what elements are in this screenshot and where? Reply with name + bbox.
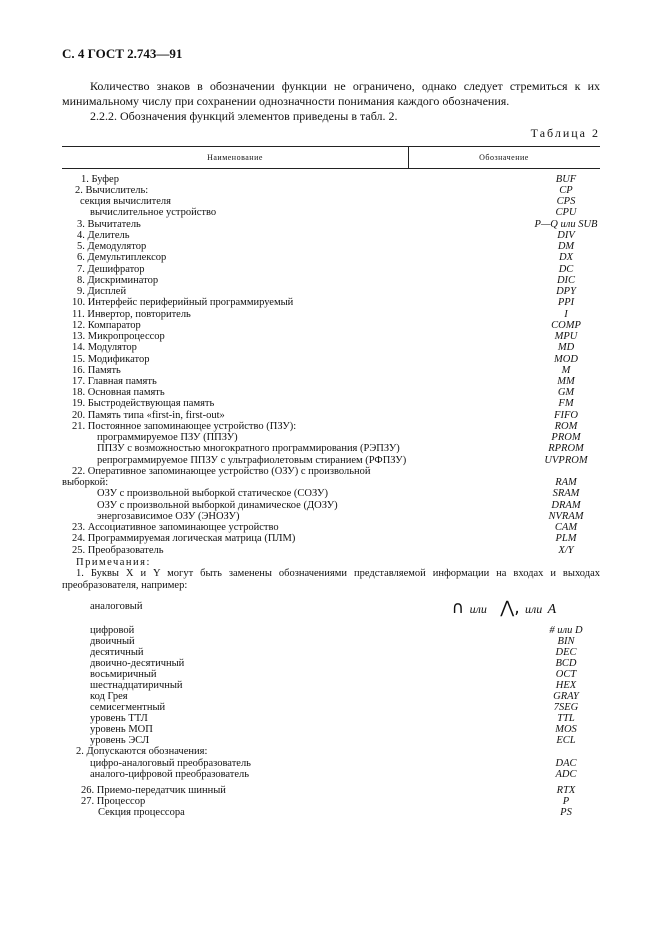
table-row [62, 241, 600, 252]
row-designation: M [561, 365, 571, 376]
logical-and-symbol: ⋀, [500, 598, 520, 618]
row-designation: ECL [556, 735, 576, 746]
row-designation: PLM [555, 533, 577, 544]
row-designation: GM [557, 387, 575, 398]
row-name: 26. Приемо-передатчик шинный [81, 785, 226, 796]
table-row [62, 625, 600, 636]
table-row [62, 658, 600, 669]
note-1: 1. Буквы X и Y могут быть заменены обозначениями представляемой информации на входах и выходах преобразователя, например: [62, 568, 600, 591]
row-name: программируемое ПЗУ (ППЗУ) [97, 432, 238, 443]
row-designation: MPU [554, 331, 578, 342]
row-name: Секция процессора [98, 807, 185, 818]
table-row [62, 758, 600, 769]
table-row [62, 376, 600, 387]
table-caption: Таблица 2 [530, 126, 600, 140]
row-name: уровень МОП [90, 724, 153, 735]
column-header-designation: Обозначение [479, 153, 529, 162]
table-row [62, 545, 600, 556]
row-designation: COMP [551, 320, 581, 331]
row-designation: TTL [557, 713, 575, 724]
table-row [62, 477, 600, 488]
table-row [62, 365, 600, 376]
table-row [62, 807, 600, 818]
row-name: 1. Буфер [81, 174, 119, 185]
table-row [62, 174, 600, 185]
row-name: репрограммируемое ППЗУ с ультрафиолетовым стиранием (РФПЗУ) [97, 455, 407, 466]
table-row [62, 466, 600, 477]
row-designation: FIFO [554, 410, 578, 421]
row-designation: DAC [555, 758, 577, 769]
row-designation: DX [559, 252, 573, 263]
table-row [62, 500, 600, 511]
table-row [62, 196, 600, 207]
row-name: восьмиричный [90, 669, 157, 680]
row-designation: DPY [556, 286, 576, 297]
column-header-name: Наименование [207, 153, 263, 162]
row-name: 14. Модулятор [72, 342, 137, 353]
row-designation: CP [559, 185, 573, 196]
row-designation: P—Q или SUB [534, 219, 598, 230]
table-row [62, 691, 600, 702]
row-name: 5. Демодулятор [77, 241, 147, 252]
analog-symbols [408, 598, 600, 618]
row-designation: DIC [556, 275, 576, 286]
row-name: цифровой [90, 625, 135, 636]
row-name: 17. Главная память [72, 376, 157, 387]
row-designation: BIN [557, 636, 575, 647]
intro-paragraph: Количество знаков в обозначении функции не ограничено, однако следует стремиться к их минимальному числу при сохранении однозначности понимания каждого обозначения. [62, 79, 600, 108]
table-row [62, 354, 600, 365]
row-name: двоично-десятичный [90, 658, 185, 669]
table-row [62, 636, 600, 647]
table-row [62, 522, 600, 533]
row-name: 20. Память типа «first-in, first-out» [72, 410, 225, 421]
intersection-symbol: ∩ [451, 598, 465, 618]
row-designation: PROM [551, 432, 581, 443]
row-designation: MM [557, 376, 575, 387]
row-name: цифро-аналоговый преобразователь [90, 758, 251, 769]
row-designation: MOS [555, 724, 577, 735]
table-row [62, 443, 600, 454]
table-row [62, 331, 600, 342]
or-text: или [525, 602, 543, 616]
row-name: 8. Дискриминатор [77, 275, 159, 286]
or-text: или [469, 602, 487, 616]
table-row [62, 297, 600, 308]
table-row [62, 398, 600, 409]
row-name: 24. Программируемая логическая матрица (ПЛМ) [72, 533, 296, 544]
row-designation: BCD [555, 658, 577, 669]
row-name: десятичный [90, 647, 144, 658]
row-name: секция вычислителя [80, 196, 171, 207]
row-designation: UVPROM [544, 455, 588, 466]
row-name: ОЗУ с произвольной выборкой статическое (СОЗУ) [97, 488, 328, 499]
row-designation: HEX [555, 680, 577, 691]
row-designation: DRAM [551, 500, 581, 511]
row-designation: PPI [557, 297, 575, 308]
table-row [62, 387, 600, 398]
row-name: ОЗУ с произвольной выборкой динамическое (ДОЗУ) [97, 500, 338, 511]
row-designation: GRAY [553, 691, 579, 702]
row-name: 16. Память [72, 365, 121, 376]
table-row [62, 185, 600, 196]
row-designation: PS [560, 807, 572, 818]
table-row [62, 410, 600, 421]
row-designation: RPROM [548, 443, 584, 454]
table-row [62, 769, 600, 780]
row-name: 10. Интерфейс периферийный программируемый [72, 297, 294, 308]
row-name: уровень ЭСЛ [90, 735, 150, 746]
table-row [62, 455, 600, 466]
row-designation: RTX [556, 785, 576, 796]
row-name: 3. Вычитатель [77, 219, 141, 230]
table-row [62, 252, 600, 263]
row-name: аналого-цифровой преобразователь [90, 769, 250, 780]
table-row [62, 207, 600, 218]
table-row [62, 785, 600, 796]
analog-label: аналоговый [90, 601, 143, 612]
table-row [62, 702, 600, 713]
row-designation: DM [557, 241, 575, 252]
row-designation: I [564, 309, 568, 320]
row-designation: MOD [554, 354, 578, 365]
table-row [62, 724, 600, 735]
row-name: 23. Ассоциативное запоминающее устройство [72, 522, 279, 533]
table-row [62, 309, 600, 320]
row-name: 25. Преобразователь [72, 545, 164, 556]
table-row [62, 511, 600, 522]
row-name: вычислительное устройство [90, 207, 217, 218]
table-row [62, 432, 600, 443]
table-row [62, 488, 600, 499]
row-designation: DEC [555, 647, 577, 658]
row-name: выборкой: [62, 477, 109, 488]
table-row [62, 219, 600, 230]
row-designation: CAM [554, 522, 578, 533]
row-name: 13. Микропроцессор [72, 331, 165, 342]
row-name: 27. Процессор [81, 796, 146, 807]
table-row [62, 275, 600, 286]
row-name: 7. Дешифратор [77, 264, 145, 275]
row-name: 18. Основная память [72, 387, 165, 398]
notes-title: Примечания: [76, 557, 151, 568]
row-name: 15. Модификатор [72, 354, 150, 365]
row-designation: RAM [555, 477, 577, 488]
row-designation: FM [558, 398, 574, 409]
table-row [62, 342, 600, 353]
row-name: 21. Постоянное запоминающее устройство (ПЗУ): [72, 421, 297, 432]
row-name: 19. Быстродействующая память [72, 398, 215, 409]
row-name: 22. Оперативное запоминающее устройство (ОЗУ) с произвольной [72, 466, 371, 477]
row-name: энергозависимое ОЗУ (ЭНОЗУ) [97, 511, 240, 522]
row-name: ППЗУ с возможностью многократного программирования (РЭПЗУ) [97, 443, 400, 454]
table-header-rule [62, 168, 600, 169]
row-name: 9. Дисплей [77, 286, 127, 297]
table-row [62, 320, 600, 331]
table-row [62, 230, 600, 241]
row-name: 11. Инвертор, повторитель [72, 309, 191, 320]
table-row [62, 735, 600, 746]
row-designation: DIV [557, 230, 575, 241]
table-row [62, 669, 600, 680]
row-designation: OCT [555, 669, 577, 680]
table-row [62, 680, 600, 691]
row-designation: CPS [556, 196, 576, 207]
row-designation: ADC [555, 769, 577, 780]
row-name: 2. Вычислитель: [75, 185, 149, 196]
table-row [62, 713, 600, 724]
row-designation: NVRAM [548, 511, 584, 522]
table-row [62, 796, 600, 807]
row-designation: CPU [555, 207, 577, 218]
row-name: уровень ТТЛ [90, 713, 148, 724]
letter-a-symbol: A [547, 602, 557, 617]
row-name: 12. Компаратор [72, 320, 141, 331]
row-designation: # или D [549, 625, 583, 636]
section-paragraph: 2.2.2. Обозначения функций элементов приведены в табл. 2. [90, 109, 398, 123]
table-row [62, 647, 600, 658]
table-row [62, 286, 600, 297]
row-designation: DC [558, 264, 574, 275]
page-header: С. 4 ГОСТ 2.743—91 [62, 46, 183, 61]
row-designation: BUF [555, 174, 577, 185]
table-row [62, 264, 600, 275]
row-name: семисегментный [90, 702, 166, 713]
row-name: шестнадцатиричный [90, 680, 183, 691]
table-top-rule [62, 146, 600, 147]
note-2-title: 2. Допускаются обозначения: [76, 746, 208, 757]
row-name: двоичный [90, 636, 135, 647]
row-designation: X/Y [558, 545, 574, 556]
row-name: код Грея [90, 691, 128, 702]
row-designation: MD [557, 342, 575, 353]
row-name: 6. Демультиплексор [77, 252, 167, 263]
row-designation: SRAM [552, 488, 580, 499]
row-designation: 7SEG [553, 702, 579, 713]
row-designation: P [562, 796, 570, 807]
row-name: 4. Делитель [77, 230, 130, 241]
row-designation: ROM [554, 421, 578, 432]
table-row [62, 533, 600, 544]
table-row [62, 421, 600, 432]
